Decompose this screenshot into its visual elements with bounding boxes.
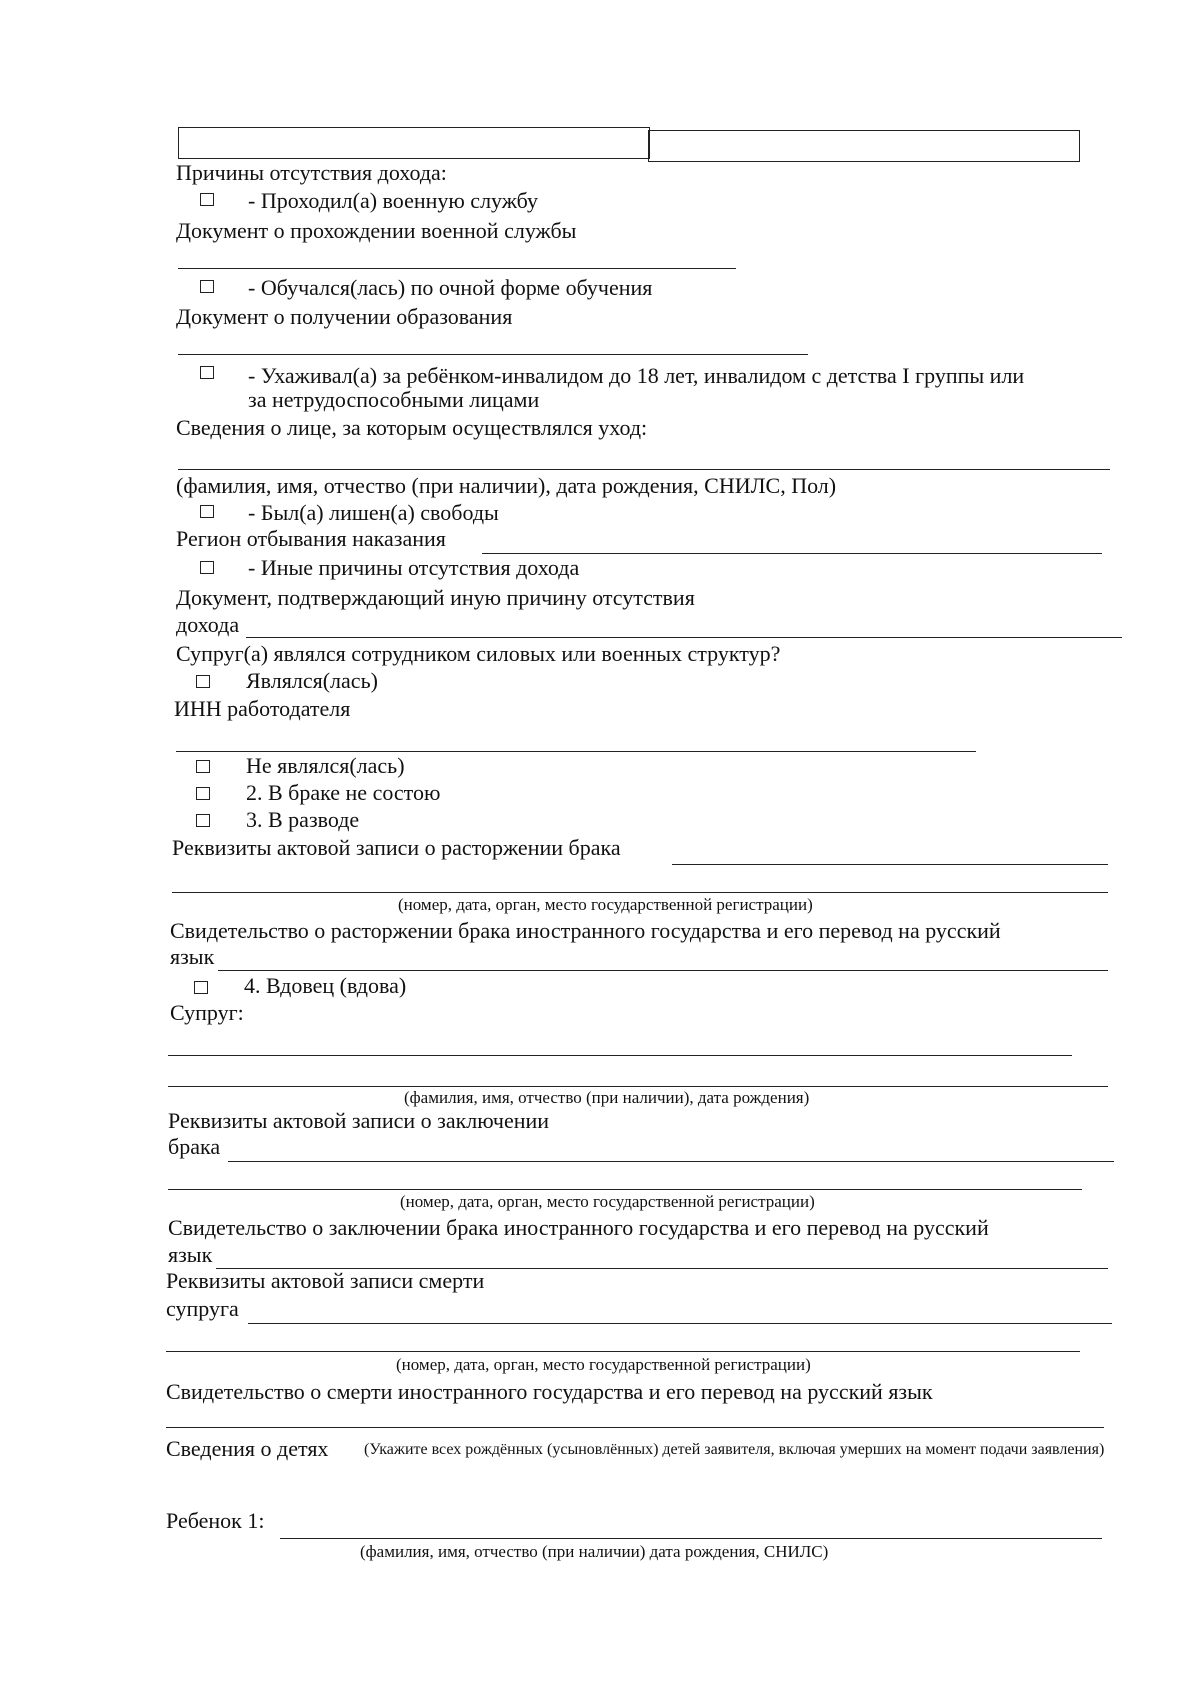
child-1-line[interactable] (280, 1538, 1102, 1539)
checkbox-spouse-yes[interactable] (196, 675, 210, 688)
divorce-foreign-label: Свидетельство о расторжении брака иностранного государства и его перевод на русский (170, 918, 1001, 943)
checkbox-other[interactable] (200, 561, 214, 574)
reasons-heading: Причины отсутствия дохода: (176, 160, 447, 185)
option-prison: - Был(а) лишен(а) свободы (248, 500, 499, 525)
study-doc-label: Документ о получении образования (176, 304, 513, 329)
death-record-label-cont: супруга (166, 1296, 239, 1321)
divorce-record-label: Реквизиты актовой записи о расторжении брака (172, 835, 621, 860)
prison-region-label: Регион отбывания наказания (176, 526, 446, 551)
spouse-label: Супруг: (170, 1000, 244, 1025)
option-military: - Проходил(а) военную службу (248, 188, 539, 213)
military-doc-line[interactable] (178, 268, 736, 269)
checkbox-not-married[interactable] (196, 787, 210, 800)
care-person-caption: (фамилия, имя, отчество (при наличии), дата рождения, СНИЛС, Пол) (176, 473, 837, 498)
option-other: - Иные причины отсутствия дохода (248, 555, 580, 580)
marriage-foreign-lang: язык (168, 1242, 213, 1267)
death-record-line[interactable] (248, 1323, 1112, 1324)
employer-inn-line[interactable] (176, 751, 976, 752)
top-table-cell-right[interactable] (648, 130, 1080, 162)
other-doc-label: Документ, подтверждающий иную причину отсутствия (176, 585, 695, 610)
spouse-caption: (фамилия, имя, отчество (при наличии), дата рождения) (404, 1088, 810, 1107)
spouse-line-1[interactable] (168, 1055, 1072, 1056)
death-foreign-label: Свидетельство о смерти иностранного государства и его перевод на русский язык (166, 1379, 933, 1404)
divorce-record-caption: (номер, дата, орган, место государственной регистрации) (398, 895, 813, 914)
option-divorced: 3. В разводе (246, 807, 360, 832)
option-spouse-yes: Являлся(лась) (246, 668, 378, 693)
checkbox-prison[interactable] (200, 505, 214, 518)
option-care-cont: за нетрудоспособными лицами (248, 387, 540, 412)
checkbox-widow[interactable] (194, 981, 208, 994)
marriage-record-caption: (номер, дата, орган, место государственной регистрации) (400, 1192, 815, 1211)
marriage-record-line-2[interactable] (168, 1189, 1082, 1190)
death-record-line-2[interactable] (166, 1351, 1080, 1352)
care-person-line[interactable] (178, 469, 1110, 470)
care-person-label: Сведения о лице, за которым осуществлялся уход: (176, 415, 648, 440)
divorce-record-line[interactable] (672, 864, 1108, 865)
child-1-caption: (фамилия, имя, отчество (при наличии) дата рождения, СНИЛС) (360, 1542, 829, 1561)
study-doc-line[interactable] (178, 354, 808, 355)
children-title: Сведения о детях (166, 1436, 329, 1461)
death-record-caption: (номер, дата, орган, место государственной регистрации) (396, 1355, 811, 1374)
option-widow: 4. Вдовец (вдова) (244, 973, 407, 998)
employer-inn-label: ИНН работодателя (174, 696, 351, 721)
marriage-foreign-label: Свидетельство о заключении брака иностранного государства и его перевод на русский (168, 1215, 989, 1240)
option-spouse-no: Не являлся(лась) (246, 753, 405, 778)
death-foreign-line[interactable] (166, 1427, 1104, 1428)
checkbox-study[interactable] (200, 280, 214, 293)
option-care: - Ухаживал(а) за ребёнком-инвалидом до 18 лет, инвалидом с детства I группы или (248, 363, 1025, 388)
checkbox-care[interactable] (200, 366, 214, 379)
marriage-record-label: Реквизиты актовой записи о заключении (168, 1108, 550, 1133)
checkbox-divorced[interactable] (196, 814, 210, 827)
spouse-security-question: Супруг(а) являлся сотрудником силовых или военных структур? (176, 641, 781, 666)
checkbox-spouse-no[interactable] (196, 760, 210, 773)
checkbox-military[interactable] (200, 193, 214, 206)
spouse-line-2[interactable] (168, 1086, 1108, 1087)
children-note: (Укажите всех рождённых (усыновлённых) детей заявителя, включая умерших на момент подачи заявления) (364, 1441, 1105, 1458)
divorce-record-line-2[interactable] (172, 892, 1108, 893)
other-doc-line[interactable] (246, 637, 1122, 638)
marriage-record-label-cont: брака (168, 1134, 221, 1159)
other-doc-label-cont: дохода (176, 612, 240, 637)
divorce-foreign-lang: язык (170, 944, 215, 969)
divorce-foreign-line[interactable] (218, 970, 1108, 971)
child-1-label: Ребенок 1: (166, 1508, 265, 1533)
marriage-record-line[interactable] (228, 1161, 1114, 1162)
top-table-cell-left[interactable] (178, 127, 650, 159)
military-doc-label: Документ о прохождении военной службы (176, 218, 577, 243)
prison-region-line[interactable] (482, 553, 1102, 554)
option-study: - Обучался(лась) по очной форме обучения (248, 275, 653, 300)
option-not-married: 2. В браке не состою (246, 780, 441, 805)
death-record-label: Реквизиты актовой записи смерти (166, 1268, 485, 1293)
